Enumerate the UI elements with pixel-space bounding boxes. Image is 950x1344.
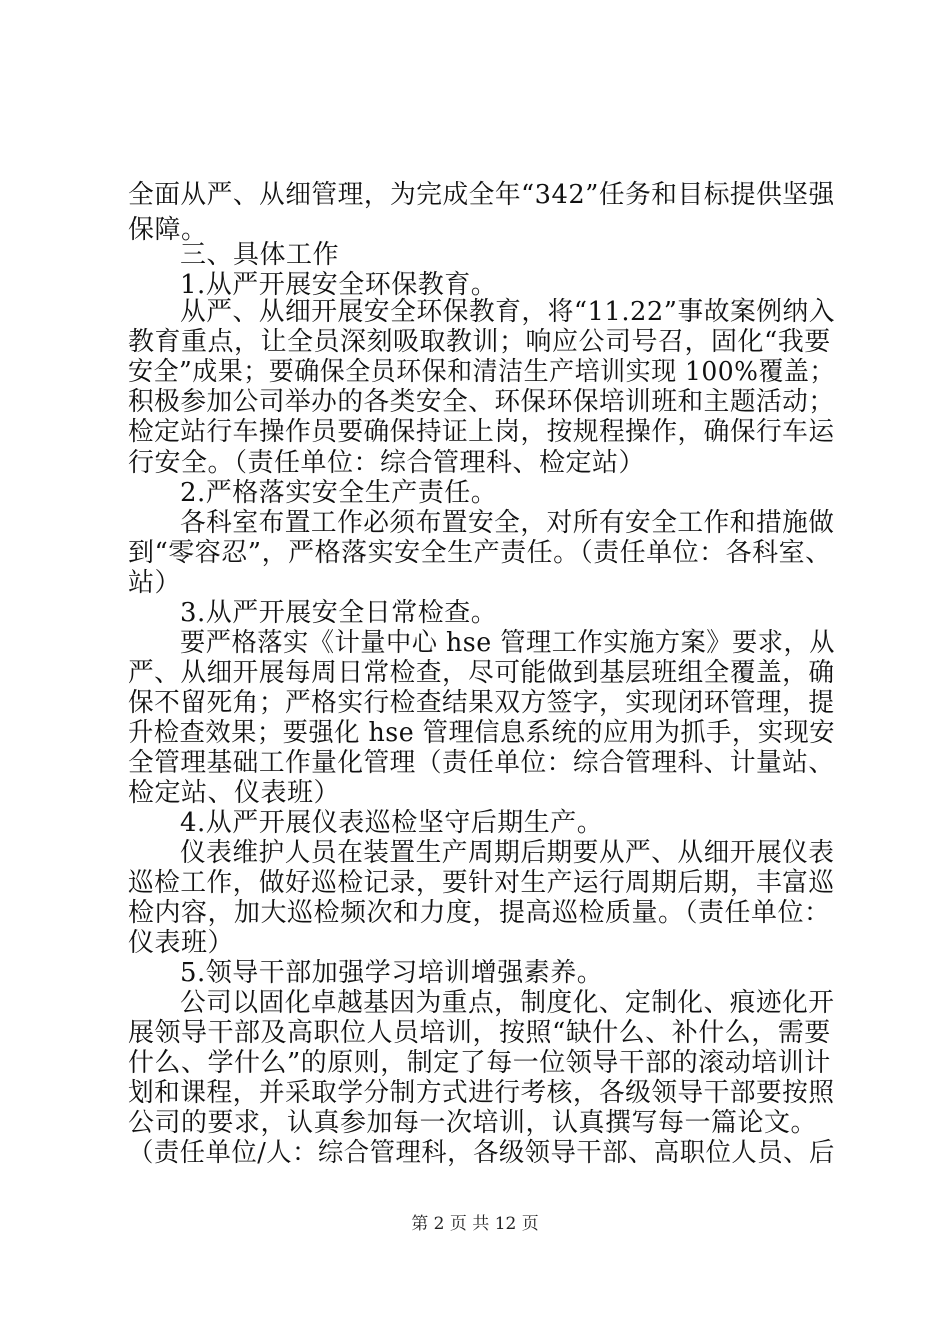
text-line: 安全”成果；要确保全员环保和清洁生产培训实现 100%覆盖； bbox=[128, 357, 835, 387]
text-line: 检内容，加大巡检频次和力度，提高巡检质量。（责任单位： bbox=[128, 898, 831, 928]
text-line: 保障。 bbox=[128, 215, 208, 245]
text-line: 公司以固化卓越基因为重点，制度化、定制化、痕迹化开 bbox=[180, 988, 835, 1018]
text-line: 全面从严、从细管理，为完成全年“342”任务和目标提供坚强 bbox=[128, 180, 835, 210]
text-line: 教育重点，让全员深刻吸取教训；响应公司号召，固化“我要 bbox=[128, 327, 831, 357]
text-line: 检定站行车操作员要确保持证上岗，按规程操作，确保行车运 bbox=[128, 417, 835, 447]
item-heading: 3.从严开展安全日常检查。 bbox=[180, 598, 498, 628]
text-line: 严、从细开展每周日常检查，尽可能做到基层班组全覆盖，确 bbox=[128, 658, 835, 688]
text-line: 仪表班） bbox=[128, 928, 235, 958]
text-line: 巡检工作，做好巡检记录，要针对生产运行周期后期，丰富巡 bbox=[128, 868, 835, 898]
text-line: （责任单位/人：综合管理科，各级领导干部、高职位人员、后 bbox=[128, 1138, 835, 1168]
item-heading: 1.从严开展安全环保教育。 bbox=[180, 270, 498, 300]
item-heading: 2.严格落实安全生产责任。 bbox=[180, 478, 498, 508]
text-line: 展领导干部及高职位人员培训，按照“缺什么、补什么，需要 bbox=[128, 1018, 831, 1048]
text-line: 升检查效果；要强化 hse 管理信息系统的应用为抓手，实现安 bbox=[128, 718, 836, 748]
page-footer: 第 2 页 共 12 页 bbox=[411, 1214, 539, 1234]
text-line: 检定站、仪表班） bbox=[128, 778, 341, 808]
text-line: 各科室布置工作必须布置安全，对所有安全工作和措施做 bbox=[180, 508, 835, 538]
text-line: 划和课程，并采取学分制方式进行考核，各级领导干部要按照 bbox=[128, 1078, 835, 1108]
item-heading: 5.领导干部加强学习培训增强素养。 bbox=[180, 958, 604, 988]
text-line: 全管理基础工作量化管理（责任单位：综合管理科、计量站、 bbox=[128, 748, 835, 778]
text-line: 站） bbox=[128, 568, 182, 598]
text-line: 仪表维护人员在装置生产周期后期要从严、从细开展仪表 bbox=[180, 838, 835, 868]
text-line: 保不留死角；严格实行检查结果双方签字，实现闭环管理，提 bbox=[128, 688, 835, 718]
text-line: 积极参加公司举办的各类安全、环保环保培训班和主题活动； bbox=[128, 387, 835, 417]
item-heading: 4.从严开展仪表巡检坚守后期生产。 bbox=[180, 808, 604, 838]
text-line: 到“零容忍”，严格落实安全生产责任。（责任单位：各科室、 bbox=[128, 538, 832, 568]
text-line: 从严、从细开展安全环保教育，将“11.22”事故案例纳入 bbox=[180, 297, 836, 327]
section-heading: 三、具体工作 bbox=[180, 240, 340, 270]
text-line: 什么、学什么”的原则，制定了每一位领导干部的滚动培训计 bbox=[128, 1048, 831, 1078]
text-line: 要严格落实《计量中心 hse 管理工作实施方案》要求，从 bbox=[180, 628, 836, 658]
text-line: 行安全。（责任单位：综合管理科、检定站） bbox=[128, 448, 646, 478]
text-line: 公司的要求，认真参加每一次培训，认真撰写每一篇论文。 bbox=[128, 1108, 818, 1138]
